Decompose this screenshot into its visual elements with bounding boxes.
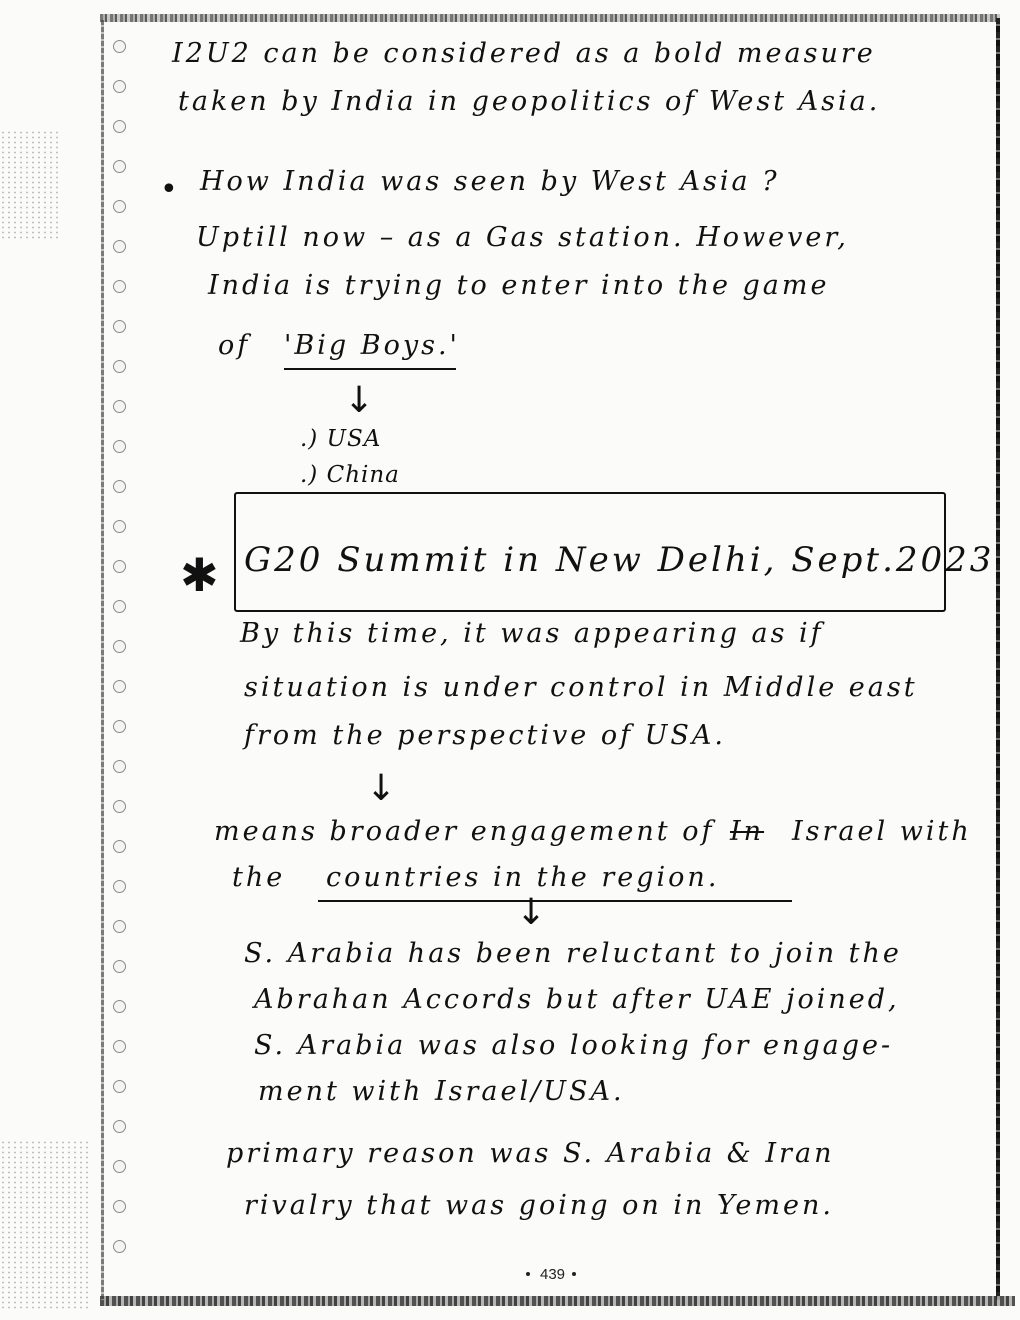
engagement-line-1-a: means broader engagement of [214, 816, 715, 847]
scan-dot [526, 1272, 530, 1276]
engagement-line-1-b: Israel with [792, 816, 972, 847]
intro-line-1: I2U2 can be considered as a bold measure [172, 38, 876, 69]
saudi-line-1: S. Arabia has been reluctant to join the [244, 938, 902, 969]
saudi-line-3: S. Arabia was also looking for engage- [254, 1030, 894, 1061]
down-arrow-icon: ↓ [516, 892, 547, 933]
binding-hole [113, 1200, 126, 1213]
scan-dot [572, 1272, 576, 1276]
big-boys-underline [284, 368, 456, 370]
binding-hole [113, 960, 126, 973]
big-boys-item-china: .) China [300, 462, 400, 488]
big-boys-item-usa: .) USA [300, 426, 382, 452]
binding-hole [113, 680, 126, 693]
asterisk-icon: ✱ [180, 548, 219, 602]
binding-hole [113, 640, 126, 653]
scan-smudge [0, 1140, 90, 1310]
question-bullet: • [160, 172, 178, 207]
binding-hole [113, 440, 126, 453]
saudi-line-2: Abrahan Accords but after UAE joined, [254, 984, 900, 1015]
binding-hole [113, 720, 126, 733]
binding-hole [113, 1240, 126, 1253]
spiral-binding-holes [113, 40, 133, 1280]
big-boys-phrase: 'Big Boys.' [284, 330, 460, 361]
binding-hole [113, 760, 126, 773]
page-margin-line [101, 20, 104, 1300]
reason-line-2: rivalry that was going on in Yemen. [244, 1190, 834, 1221]
binding-hole [113, 160, 126, 173]
binding-hole [113, 520, 126, 533]
page-number: 439 [540, 1266, 566, 1283]
binding-hole [113, 120, 126, 133]
binding-hole [113, 320, 126, 333]
region-underline [318, 900, 792, 902]
binding-hole [113, 1120, 126, 1133]
reason-line-1: primary reason was S. Arabia & Iran [226, 1138, 835, 1169]
binding-hole [113, 40, 126, 53]
binding-hole [113, 400, 126, 413]
binding-hole [113, 920, 126, 933]
binding-hole [113, 1160, 126, 1173]
down-arrow-icon: ↓ [344, 380, 375, 421]
binding-hole [113, 1000, 126, 1013]
binding-hole [113, 360, 126, 373]
binding-hole [113, 1040, 126, 1053]
binding-hole [113, 800, 126, 813]
struck-out-word: In [730, 816, 765, 847]
binding-hole [113, 880, 126, 893]
binding-hole [113, 280, 126, 293]
binding-hole [113, 240, 126, 253]
down-arrow-icon: ↓ [366, 768, 397, 809]
section-heading: G20 Summit in New Delhi, Sept.2023 [244, 540, 995, 580]
answer-line-3-prefix: of [218, 330, 251, 361]
scan-smudge [0, 130, 60, 240]
scan-edge-right [996, 18, 1000, 1300]
binding-hole [113, 200, 126, 213]
binding-hole [113, 1080, 126, 1093]
binding-hole [113, 480, 126, 493]
scan-edge-top [100, 14, 1000, 22]
region-phrase: countries in the region. [326, 862, 720, 893]
answer-line-2: India is trying to enter into the game [208, 270, 830, 301]
summit-line-3: from the perspective of USA. [244, 720, 727, 751]
engagement-line-2-prefix: the [232, 862, 286, 893]
answer-line-1: Uptill now – as a Gas station. However, [196, 222, 849, 253]
summit-line-2: situation is under control in Middle east [244, 672, 918, 703]
binding-hole [113, 560, 126, 573]
binding-hole [113, 840, 126, 853]
scan-edge-bottom [100, 1296, 1015, 1306]
question-text: How India was seen by West Asia ? [200, 166, 780, 197]
summit-line-1: By this time, it was appearing as if [240, 618, 824, 649]
binding-hole [113, 600, 126, 613]
saudi-line-4: ment with Israel/USA. [258, 1076, 625, 1107]
binding-hole [113, 80, 126, 93]
intro-line-2: taken by India in geopolitics of West Asia. [178, 86, 881, 117]
